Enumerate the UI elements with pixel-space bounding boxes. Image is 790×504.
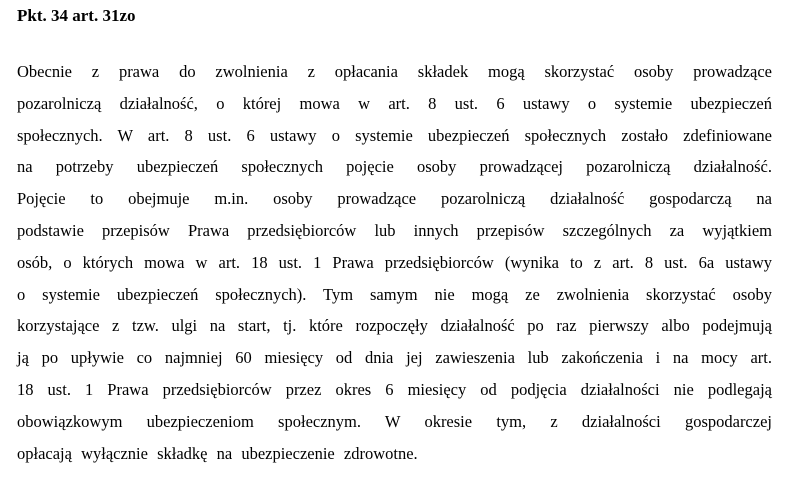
paragraph-line: podstawie przepisów Prawa przedsiębiorców lub innych przepisów szczególnych za wyjątkiem <box>17 220 772 240</box>
section-heading: Pkt. 34 art. 31zo <box>17 6 136 25</box>
paragraph-line: obowiązkowym ubezpieczeniom społecznym. W okresie tym, z działalności gospodarczej <box>17 411 772 431</box>
body-paragraph <box>17 56 772 469</box>
paragraph-line-last: opłacają wyłącznie składkę na ubezpieczenie zdrowotne. <box>17 443 418 463</box>
paragraph-line: na potrzeby ubezpieczeń społecznych pojęcie osoby prowadzącej pozarolniczą działalność. <box>17 157 772 177</box>
paragraph-line: korzystające z tzw. ulgi na start, tj. które rozpoczęły działalność po raz pierwszy albo podejmują <box>17 316 772 336</box>
paragraph-line: o systemie ubezpieczeń społecznych). Tym samym nie mogą ze zwolnienia skorzystać osoby <box>17 284 772 304</box>
paragraph-line: społecznych. W art. 8 ust. 6 ustawy o systemie ubezpieczeń społecznych zostało zdefiniowane <box>17 125 772 145</box>
paragraph-line: Obecnie z prawa do zwolnienia z opłacania składek mogą skorzystać osoby prowadzące <box>17 62 772 81</box>
paragraph-line: Pojęcie to obejmuje m.in. osoby prowadzące pozarolniczą działalność gospodarczą na <box>17 189 772 209</box>
paragraph-line: pozarolniczą działalność, o której mowa w art. 8 ust. 6 ustawy o systemie ubezpieczeń <box>17 93 772 113</box>
paragraph-line: ją po upływie co najmniej 60 miesięcy od dnia jej zawieszenia lub zakończenia i na mocy art. <box>17 348 772 368</box>
paragraph-line: osób, o których mowa w art. 18 ust. 1 Prawa przedsiębiorców (wynika to z art. 8 ust. 6a ustawy <box>17 252 772 272</box>
paragraph-line: 18 ust. 1 Prawa przedsiębiorców przez okres 6 miesięcy od podjęcia działalności nie podlegają <box>17 379 772 399</box>
